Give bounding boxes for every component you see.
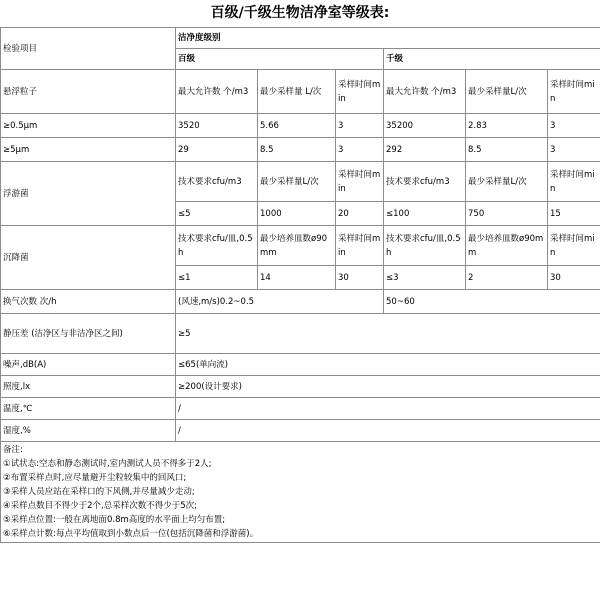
table-row xyxy=(1,420,600,442)
cell: 5.66 xyxy=(258,114,336,138)
cell: 30 xyxy=(548,266,600,290)
cell: 最少培养皿数ø90mm xyxy=(466,226,548,266)
cell: 3 xyxy=(336,138,384,162)
note-item: ③采样人员应站在采样口的下风侧,并尽量减少走动; xyxy=(3,487,195,497)
cell: 最少采样量 L/次 xyxy=(258,70,336,114)
cell: 技术要求cfu/皿,0.5h xyxy=(384,226,466,266)
cell: ≥200(设计要求) xyxy=(176,376,600,398)
row-label: 静压差 (洁净区与非洁净区之间) xyxy=(1,314,176,354)
cleanroom-grade-table xyxy=(0,27,600,543)
cell: 最少采样量L/次 xyxy=(258,162,336,202)
cell: 最大允许数 个/m3 xyxy=(384,70,466,114)
cell: ≤65(单向流) xyxy=(176,354,600,376)
cell: 最少培养皿数ø90 mm xyxy=(258,226,336,266)
table-row xyxy=(1,70,600,114)
table-row xyxy=(1,290,600,314)
cell: / xyxy=(176,420,600,442)
cell: 3520 xyxy=(176,114,258,138)
row-label: 温度,℃ xyxy=(1,398,176,420)
cell: 1000 xyxy=(258,202,336,226)
cell: 采样时间min xyxy=(548,70,600,114)
cell: / xyxy=(176,398,600,420)
cell: 最少采样量L/次 xyxy=(466,162,548,202)
cell: 8.5 xyxy=(258,138,336,162)
row-label: 浮游菌 xyxy=(1,162,176,226)
row-label: 噪声,dB(A) xyxy=(1,354,176,376)
cell: ≤3 xyxy=(384,266,466,290)
cell: 采样时间min xyxy=(548,162,600,202)
table-row xyxy=(1,114,600,138)
note-item: ②布置采样点时,应尽量避开尘粒较集中的回风口; xyxy=(3,473,187,483)
table-row xyxy=(1,226,600,266)
cell: ≤5 xyxy=(176,202,258,226)
table-row xyxy=(1,28,600,49)
note-item: ④采样点数目不得少于2个,总采样次数不得少于5次; xyxy=(3,501,198,511)
cell: ≤1 xyxy=(176,266,258,290)
notes-cell xyxy=(1,442,600,543)
cell: 技术要求cfu/m3 xyxy=(176,162,258,202)
row-label: ≥0.5μm xyxy=(1,114,176,138)
row-label: ≥5μm xyxy=(1,138,176,162)
row-label: 换气次数 次/h xyxy=(1,290,176,314)
row-label: 照度,lx xyxy=(1,376,176,398)
note-item: ⑤采样点位置:一般在离地面0.8m高度的水平面上均匀布置; xyxy=(3,515,226,525)
cell: 50~60 xyxy=(384,290,600,314)
table-row xyxy=(1,162,600,202)
table-row xyxy=(1,398,600,420)
row-label: 湿度,% xyxy=(1,420,176,442)
cell: ≤100 xyxy=(384,202,466,226)
cell: 3 xyxy=(336,114,384,138)
cell: 3 xyxy=(548,138,600,162)
cell: 采样时间min xyxy=(336,226,384,266)
row-label: 沉降菌 xyxy=(1,226,176,290)
cell: 292 xyxy=(384,138,466,162)
cell: 8.5 xyxy=(466,138,548,162)
note-item: ①试状态:空态和静态测试时,室内测试人员不得多于2人; xyxy=(3,459,212,469)
header-grade1000: 千级 xyxy=(384,49,600,70)
cell: 15 xyxy=(548,202,600,226)
cell: 技术要求cfu/m3 xyxy=(384,162,466,202)
row-label: 悬浮粒子 xyxy=(1,70,176,114)
cell: 技术要求cfu/皿,0.5h xyxy=(176,226,258,266)
cell: 3 xyxy=(548,114,600,138)
cell: 30 xyxy=(336,266,384,290)
header-grade100: 百级 xyxy=(176,49,384,70)
cell: (风速,m/s)0.2~0.5 xyxy=(176,290,384,314)
cell: 20 xyxy=(336,202,384,226)
table-row xyxy=(1,376,600,398)
table-row xyxy=(1,314,600,354)
table-row xyxy=(1,442,600,543)
cell: ≥5 xyxy=(176,314,600,354)
notes-heading: 备注: xyxy=(3,445,23,455)
cell: 14 xyxy=(258,266,336,290)
header-item: 检验项目 xyxy=(1,28,176,70)
table-row xyxy=(1,138,600,162)
cell: 29 xyxy=(176,138,258,162)
cell: 2 xyxy=(466,266,548,290)
note-item: ⑥采样点计数:每点平均值取到小数点后一位(包括沉降菌和浮游菌)。 xyxy=(3,529,259,539)
table-row xyxy=(1,354,600,376)
cell: 最少采样量L/次 xyxy=(466,70,548,114)
cell: 采样时间min xyxy=(336,70,384,114)
header-level: 洁净度级别 xyxy=(176,28,600,49)
cell: 采样时间min xyxy=(548,226,600,266)
page-title: 百级/千级生物洁净室等级表: xyxy=(210,5,390,21)
cell: 750 xyxy=(466,202,548,226)
cell: 最大允许数 个/m3 xyxy=(176,70,258,114)
cell: 采样时间min xyxy=(336,162,384,202)
cell: 2.83 xyxy=(466,114,548,138)
cell: 35200 xyxy=(384,114,466,138)
